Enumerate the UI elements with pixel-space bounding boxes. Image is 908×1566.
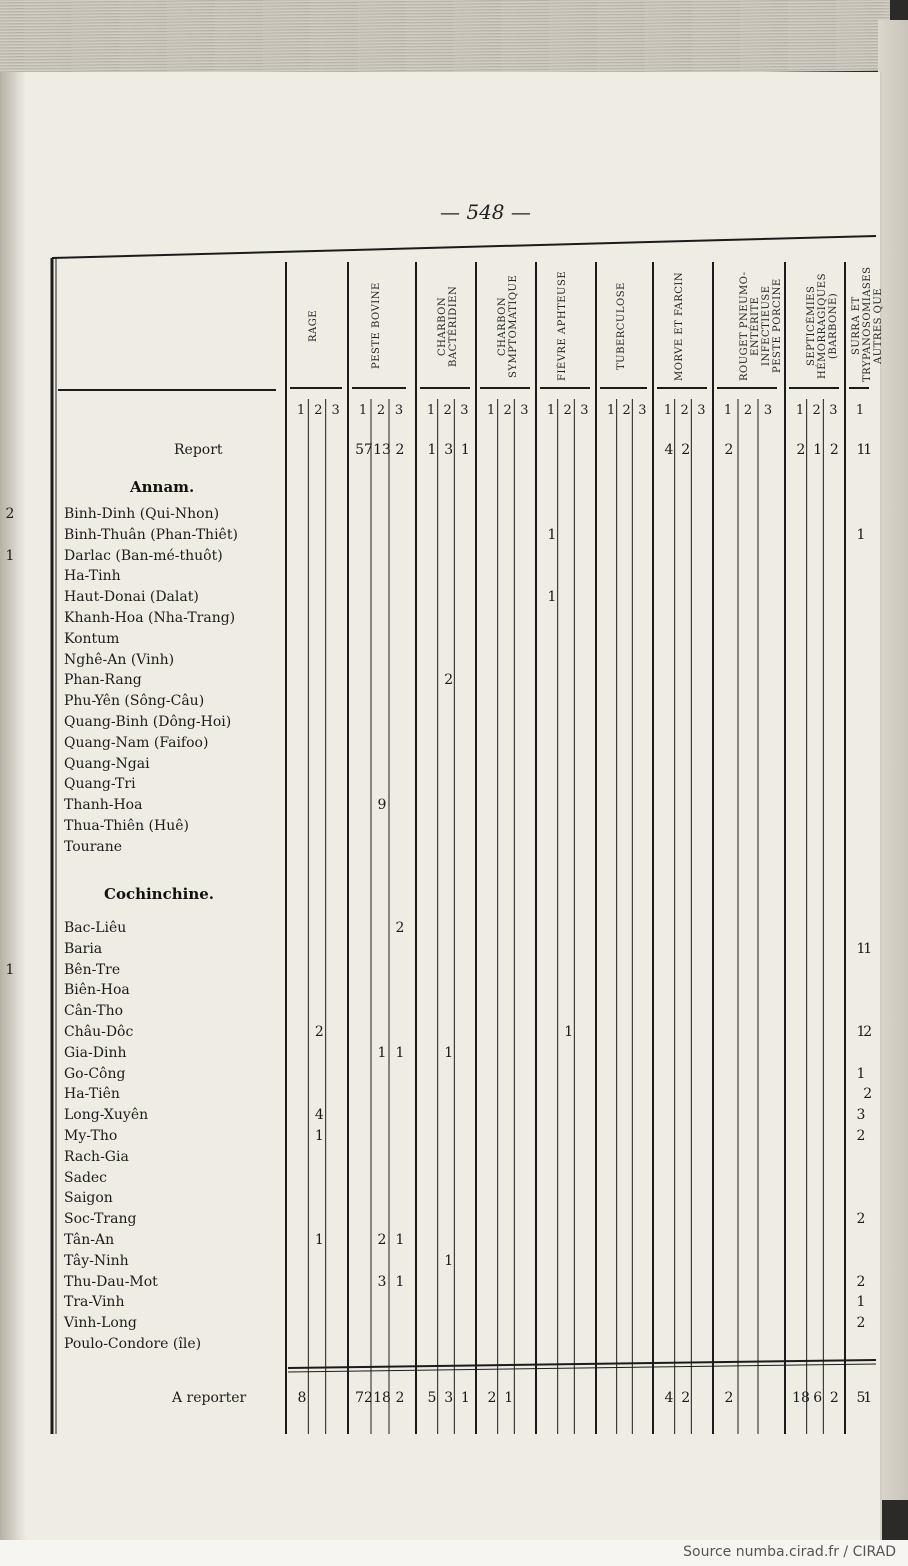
table-cell: 1 — [856, 442, 866, 458]
table-cell: 2 — [856, 1211, 866, 1228]
source-credit: Source numba.cirad.fr / CIRAD — [683, 1544, 896, 1560]
province-name: Long-Xuyên — [64, 1107, 149, 1124]
table-cell: 1 — [564, 1024, 574, 1040]
table-cell: 4 — [314, 1107, 324, 1124]
table-cell: 1 — [856, 1294, 866, 1311]
table-cell: 5 — [427, 1390, 437, 1406]
table-cell: 2 — [395, 920, 405, 936]
table-cell: 2 — [829, 1390, 839, 1406]
table-cell: 1 — [5, 547, 15, 564]
province-name: Thanh-Hoa — [64, 797, 143, 814]
column-header: TUBERCULOSE — [615, 282, 627, 370]
table-cell: 2 — [856, 1128, 866, 1144]
subcolumn-index: 3 — [829, 403, 838, 418]
province-name: Châu-Dôc — [64, 1024, 134, 1040]
province-name: Tây-Ninh — [64, 1252, 129, 1269]
province-name: Quang-Tri — [64, 776, 136, 793]
subcolumn-index: 1 — [426, 403, 436, 418]
province-name: Binh-Dinh (Qui-Nhon) — [64, 506, 220, 522]
table-cell: 3 — [377, 1273, 387, 1290]
subcolumn-index: 3 — [697, 403, 706, 418]
province-name: Binh-Thuân (Phan-Thiêt) — [64, 526, 238, 543]
subcolumn-index: 2 — [503, 403, 512, 418]
totals-top-rule — [288, 1360, 876, 1368]
province-name: Biên-Hoa — [64, 982, 130, 999]
table-cell: 5 — [856, 1390, 866, 1406]
table-cell: 1 — [395, 1044, 405, 1061]
province-name: Bac-Liêu — [64, 920, 127, 936]
table-cell: 2 — [856, 1315, 866, 1332]
column-header: CHARBON SYMPTOMATIQUE — [497, 274, 519, 378]
table-cell: 1 — [856, 1024, 866, 1040]
column-header: ROUGET PNEUMO-ENTÉRITE INFECTIEUSE PESTE PORCINE — [739, 271, 783, 381]
province-name: Thu-Dau-Mot — [64, 1273, 158, 1290]
province-name: Ha-Tinh — [64, 568, 121, 585]
province-name: Kontum — [64, 630, 120, 647]
province-name: Tân-An — [64, 1232, 115, 1248]
subcolumn-index: 2 — [443, 403, 452, 418]
table-cell: 1 — [863, 442, 873, 458]
subcolumn-index: 2 — [314, 403, 323, 418]
table-cell: 1 — [856, 1065, 866, 1082]
column-header: PESTE BOVINE — [371, 282, 382, 370]
column-header: SURRA ET TRYPANOSOMIASES AUTRES QUE — [851, 266, 884, 382]
subcolumn-index: 3 — [520, 403, 529, 418]
province-name: Baria — [64, 940, 103, 957]
subcolumn-index: 1 — [358, 403, 368, 418]
section-title-annam: Annam. — [130, 478, 195, 496]
table-cell: 1 — [444, 1252, 454, 1269]
province-name: Sadec — [64, 1169, 108, 1186]
province-name: Rach-Gia — [64, 1148, 129, 1165]
page-number: — 548 — — [440, 200, 531, 224]
column-header: CHARBON BACTÉRIDIEN — [437, 285, 459, 367]
province-name: Phan-Rang — [64, 672, 142, 689]
table-cell: 18 — [792, 1390, 810, 1406]
subcolumn-index: 3 — [460, 403, 469, 418]
table-cell: 2 — [863, 1086, 873, 1103]
province-name: Vinh-Long — [64, 1315, 137, 1332]
table-cell: 1 — [377, 1044, 387, 1061]
province-name: Ha-Tiên — [64, 1086, 120, 1103]
subcolumn-index: 1 — [546, 403, 556, 418]
table-cell: 1 — [395, 1273, 405, 1290]
subcolumn-index: 2 — [812, 403, 821, 418]
table-cell: 1 — [547, 526, 557, 543]
table-cell: 1 — [863, 1390, 873, 1406]
province-name: Phu-Yên (Sông-Câu) — [64, 693, 205, 710]
subcolumn-index: 3 — [580, 403, 589, 418]
table-cell: 1 — [395, 1232, 405, 1248]
table-cell: 13 — [373, 442, 391, 458]
table-cell: 2 — [314, 1024, 324, 1040]
subcolumn-index: 1 — [663, 403, 673, 418]
column-header: MORVE ET FARCIN — [674, 271, 685, 381]
table-cell: 2 — [395, 1390, 405, 1406]
table-cell: 2 — [724, 442, 734, 458]
table-cell: 3 — [444, 1390, 454, 1406]
table-cell: 1 — [460, 1390, 470, 1406]
subcolumn-index: 2 — [563, 403, 572, 418]
subcolumn-index: 2 — [622, 403, 631, 418]
table-cell: 18 — [373, 1390, 391, 1406]
table-cell: 2 — [796, 442, 806, 458]
subcolumn-index: 3 — [394, 403, 404, 418]
province-name: Thua-Thiên (Huê) — [64, 818, 189, 834]
table-cell: 2 — [444, 672, 454, 689]
column-header: RAGE — [308, 309, 319, 343]
table-cell: 1 — [460, 442, 470, 458]
province-name: Nghê-An (Vinh) — [64, 651, 175, 668]
subcolumn-index: 2 — [743, 403, 753, 418]
subcolumn-index: 1 — [296, 403, 306, 418]
province-name: Bên-Tre — [64, 961, 121, 978]
table-cell: 2 — [487, 1390, 497, 1406]
table-cell: 1 — [813, 442, 823, 458]
subcolumn-index: 3 — [763, 403, 773, 418]
province-name: Khanh-Hoa (Nha-Trang) — [64, 610, 236, 626]
province-name: Cân-Tho — [64, 1003, 124, 1020]
table-cell: 4 — [664, 1390, 674, 1406]
province-name: Poulo-Condore (île) — [64, 1336, 202, 1352]
province-name: Quang-Binh (Dông-Hoi) — [64, 714, 232, 730]
table-cell: 2 — [681, 442, 691, 458]
column-header: FIÈVRE APHTEUSE — [557, 270, 568, 382]
subcolumn-index: 1 — [606, 403, 616, 418]
table-cell: 1 — [856, 526, 866, 543]
table-cell: 3 — [444, 442, 454, 458]
subcolumn-index: 3 — [638, 403, 647, 418]
table-cell: 1 — [427, 442, 437, 458]
table-cell: 2 — [377, 1232, 387, 1248]
province-name: Tra-Vinh — [64, 1294, 125, 1311]
report-label: Report — [174, 442, 223, 458]
section-title-cochinchine: Cochinchine. — [104, 885, 214, 903]
totals-top-rule-inner — [288, 1364, 876, 1372]
province-name: Soc-Trang — [64, 1211, 137, 1228]
subcolumn-index: 2 — [376, 403, 386, 418]
table-cell: 2 — [681, 1390, 691, 1406]
table-cell: 3 — [856, 1107, 866, 1124]
table-cell: 1 — [444, 1044, 454, 1061]
table-cell: 2 — [863, 1024, 873, 1040]
province-name: Haut-Donai (Dalat) — [64, 589, 199, 606]
subcolumn-index: 3 — [331, 403, 340, 418]
table-cell: 1 — [856, 940, 866, 957]
table-cell: 1 — [504, 1390, 514, 1406]
subcolumn-index: 1 — [486, 403, 496, 418]
subcolumn-index: 2 — [680, 403, 689, 418]
table-top-rule — [52, 236, 876, 258]
province-name: Saigon — [64, 1190, 113, 1207]
table-cell: 57 — [355, 442, 373, 458]
table-cell: 2 — [856, 1273, 866, 1290]
table-cell: 9 — [377, 797, 387, 814]
table-cell: 2 — [724, 1390, 734, 1406]
subcolumn-index: 1 — [855, 403, 865, 418]
table-cell: 2 — [395, 442, 405, 458]
table-cell: 2 — [5, 506, 15, 522]
province-name: Quang-Ngai — [64, 755, 150, 772]
table-cell: 1 — [863, 940, 873, 957]
table-cell: 72 — [355, 1390, 373, 1406]
column-header: SEPTICÉMIES HÉMORRAGIQUES (BARBONE) — [806, 273, 839, 379]
a-reporter-label: A reporter — [172, 1390, 247, 1406]
table-cell: 8 — [297, 1390, 307, 1406]
table-cell: 2 — [829, 442, 839, 458]
table-cell: 1 — [547, 589, 557, 606]
table-cell: 1 — [314, 1232, 324, 1248]
table-cell: 1 — [314, 1128, 324, 1144]
province-name: Gia-Dinh — [64, 1044, 127, 1061]
subcolumn-index: 1 — [723, 403, 733, 418]
province-name: Darlac (Ban-mé-thuôt) — [64, 547, 223, 564]
subcolumn-index: 1 — [795, 403, 805, 418]
province-name: Quang-Nam (Faifoo) — [64, 734, 209, 751]
table-cell: 6 — [813, 1390, 823, 1406]
province-name: Tourane — [64, 838, 123, 855]
table-cell: 1 — [5, 961, 15, 978]
table-cell: 4 — [664, 442, 674, 458]
province-name: My-Tho — [64, 1128, 118, 1144]
province-name: Go-Công — [64, 1065, 126, 1082]
